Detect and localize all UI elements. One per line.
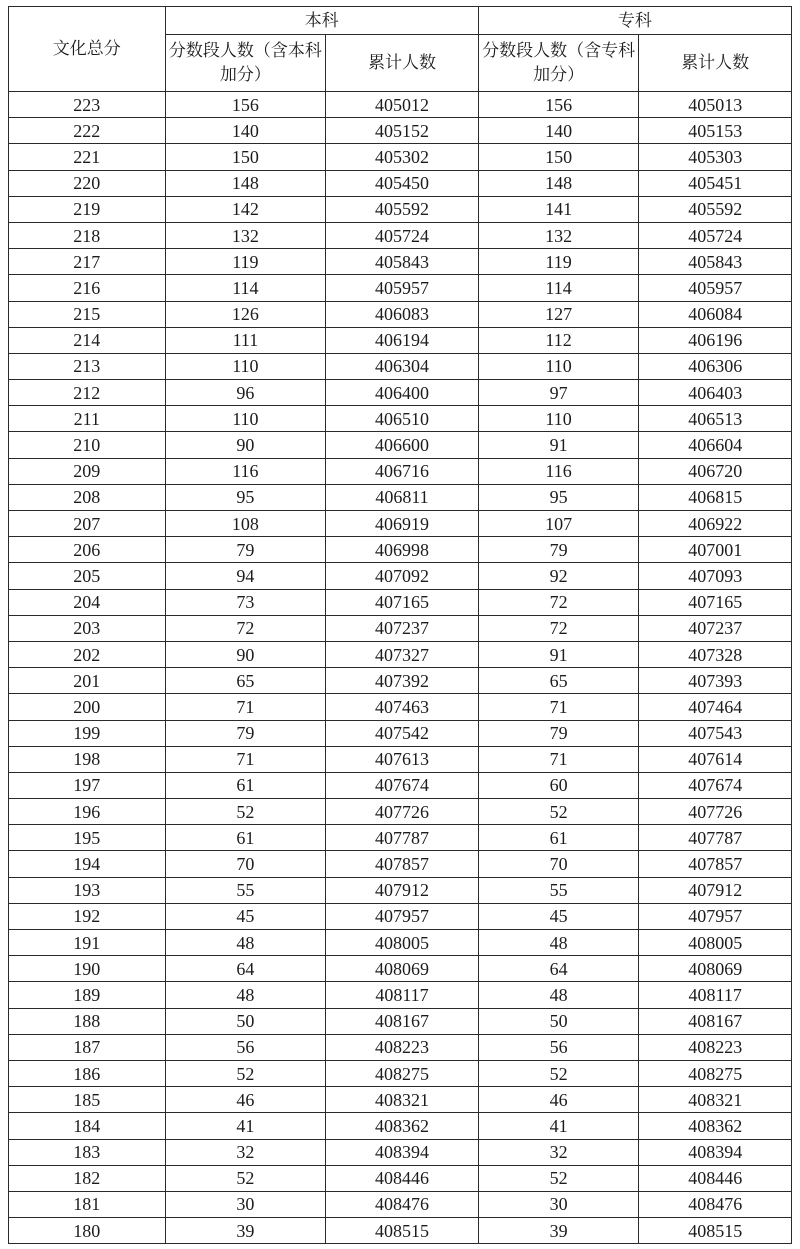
zhuanke-count-cell: 52 [478,1165,639,1191]
zhuanke-cumulative-cell: 407237 [639,615,792,641]
score-cell: 198 [9,746,166,772]
table-row [9,458,792,484]
benke-count-cell: 45 [165,903,326,929]
zhuanke-cumulative-cell: 407614 [639,746,792,772]
score-cell: 191 [9,930,166,956]
benke-cumulative-cell: 405450 [326,170,479,196]
benke-count-cell: 48 [165,982,326,1008]
table-row [9,746,792,772]
table-row [9,1087,792,1113]
benke-cumulative-cell: 407092 [326,563,479,589]
header-zhuanke-cumulative: 累计人数 [639,35,792,92]
score-cell: 184 [9,1113,166,1139]
zhuanke-count-cell: 140 [478,118,639,144]
table-row [9,930,792,956]
zhuanke-count-cell: 141 [478,196,639,222]
zhuanke-count-cell: 70 [478,851,639,877]
benke-cumulative-cell: 406811 [326,484,479,510]
table-row [9,1218,792,1244]
score-cell: 182 [9,1165,166,1191]
table-row [9,563,792,589]
zhuanke-cumulative-cell: 408476 [639,1191,792,1217]
zhuanke-cumulative-cell: 407001 [639,537,792,563]
benke-cumulative-cell: 406600 [326,432,479,458]
score-cell: 186 [9,1060,166,1086]
benke-cumulative-cell: 406194 [326,327,479,353]
benke-cumulative-cell: 408069 [326,956,479,982]
score-cell: 203 [9,615,166,641]
benke-count-cell: 79 [165,720,326,746]
table-row [9,380,792,406]
benke-cumulative-cell: 408275 [326,1060,479,1086]
header-zhuanke-count: 分数段人数（含专科加分） [478,35,639,92]
table-row [9,1113,792,1139]
zhuanke-count-cell: 95 [478,484,639,510]
score-cell: 204 [9,589,166,615]
benke-count-cell: 32 [165,1139,326,1165]
benke-count-cell: 110 [165,353,326,379]
zhuanke-count-cell: 55 [478,877,639,903]
zhuanke-cumulative-cell: 406720 [639,458,792,484]
zhuanke-count-cell: 48 [478,930,639,956]
table-row [9,1191,792,1217]
table-row [9,511,792,537]
table-row [9,196,792,222]
zhuanke-count-cell: 61 [478,825,639,851]
zhuanke-count-cell: 52 [478,799,639,825]
benke-cumulative-cell: 407613 [326,746,479,772]
benke-count-cell: 64 [165,956,326,982]
table-row [9,825,792,851]
benke-count-cell: 41 [165,1113,326,1139]
benke-cumulative-cell: 405012 [326,92,479,118]
score-distribution-table [8,6,792,1244]
table-row [9,275,792,301]
table-row [9,537,792,563]
zhuanke-count-cell: 79 [478,537,639,563]
header-group-zhuanke: 专科 [478,7,791,35]
zhuanke-cumulative-cell: 405303 [639,144,792,170]
benke-count-cell: 150 [165,144,326,170]
zhuanke-cumulative-cell: 407393 [639,668,792,694]
score-cell: 194 [9,851,166,877]
table-row [9,406,792,432]
table-row [9,720,792,746]
benke-count-cell: 90 [165,641,326,667]
zhuanke-count-cell: 119 [478,249,639,275]
benke-count-cell: 65 [165,668,326,694]
benke-count-cell: 48 [165,930,326,956]
table-row [9,170,792,196]
score-cell: 192 [9,903,166,929]
zhuanke-count-cell: 71 [478,746,639,772]
benke-count-cell: 116 [165,458,326,484]
score-cell: 213 [9,353,166,379]
benke-count-cell: 46 [165,1087,326,1113]
score-cell: 214 [9,327,166,353]
benke-count-cell: 52 [165,1060,326,1086]
benke-count-cell: 73 [165,589,326,615]
score-cell: 211 [9,406,166,432]
benke-cumulative-cell: 407463 [326,694,479,720]
zhuanke-cumulative-cell: 408005 [639,930,792,956]
score-cell: 193 [9,877,166,903]
table-row [9,772,792,798]
score-cell: 209 [9,458,166,484]
score-cell: 188 [9,1008,166,1034]
zhuanke-count-cell: 41 [478,1113,639,1139]
benke-count-cell: 114 [165,275,326,301]
benke-cumulative-cell: 408223 [326,1034,479,1060]
zhuanke-cumulative-cell: 407165 [639,589,792,615]
table-row [9,249,792,275]
zhuanke-count-cell: 60 [478,772,639,798]
zhuanke-cumulative-cell: 408069 [639,956,792,982]
zhuanke-count-cell: 92 [478,563,639,589]
zhuanke-count-cell: 30 [478,1191,639,1217]
zhuanke-count-cell: 39 [478,1218,639,1244]
benke-count-cell: 55 [165,877,326,903]
zhuanke-cumulative-cell: 408275 [639,1060,792,1086]
zhuanke-cumulative-cell: 408117 [639,982,792,1008]
score-cell: 195 [9,825,166,851]
zhuanke-count-cell: 148 [478,170,639,196]
score-cell: 212 [9,380,166,406]
benke-cumulative-cell: 405957 [326,275,479,301]
score-cell: 189 [9,982,166,1008]
zhuanke-count-cell: 156 [478,92,639,118]
header-benke-cumulative: 累计人数 [326,35,479,92]
table-row [9,144,792,170]
score-cell: 218 [9,222,166,248]
score-cell: 205 [9,563,166,589]
zhuanke-cumulative-cell: 406084 [639,301,792,327]
benke-count-cell: 79 [165,537,326,563]
benke-cumulative-cell: 408515 [326,1218,479,1244]
benke-count-cell: 110 [165,406,326,432]
score-cell: 187 [9,1034,166,1060]
header-score: 文化总分 [9,7,166,92]
benke-cumulative-cell: 406510 [326,406,479,432]
benke-cumulative-cell: 406400 [326,380,479,406]
benke-cumulative-cell: 408394 [326,1139,479,1165]
zhuanke-count-cell: 52 [478,1060,639,1086]
zhuanke-count-cell: 110 [478,406,639,432]
benke-count-cell: 132 [165,222,326,248]
table-row [9,1165,792,1191]
benke-count-cell: 52 [165,1165,326,1191]
benke-cumulative-cell: 407787 [326,825,479,851]
benke-cumulative-cell: 407674 [326,772,479,798]
zhuanke-cumulative-cell: 406815 [639,484,792,510]
zhuanke-count-cell: 72 [478,589,639,615]
zhuanke-count-cell: 50 [478,1008,639,1034]
benke-cumulative-cell: 406083 [326,301,479,327]
table-row [9,641,792,667]
benke-count-cell: 95 [165,484,326,510]
score-cell: 222 [9,118,166,144]
score-cell: 207 [9,511,166,537]
score-cell: 183 [9,1139,166,1165]
score-cell: 215 [9,301,166,327]
benke-count-cell: 96 [165,380,326,406]
zhuanke-cumulative-cell: 407543 [639,720,792,746]
zhuanke-cumulative-cell: 407328 [639,641,792,667]
table-row [9,903,792,929]
benke-cumulative-cell: 407726 [326,799,479,825]
table-row [9,982,792,1008]
zhuanke-count-cell: 71 [478,694,639,720]
table-row [9,1008,792,1034]
table-row [9,118,792,144]
table-row [9,1139,792,1165]
table-row [9,877,792,903]
table-row [9,484,792,510]
table-row [9,694,792,720]
benke-cumulative-cell: 407912 [326,877,479,903]
benke-count-cell: 126 [165,301,326,327]
benke-cumulative-cell: 408167 [326,1008,479,1034]
benke-cumulative-cell: 407165 [326,589,479,615]
benke-count-cell: 56 [165,1034,326,1060]
zhuanke-count-cell: 79 [478,720,639,746]
zhuanke-cumulative-cell: 408362 [639,1113,792,1139]
zhuanke-cumulative-cell: 407912 [639,877,792,903]
zhuanke-count-cell: 48 [478,982,639,1008]
zhuanke-cumulative-cell: 406922 [639,511,792,537]
zhuanke-cumulative-cell: 405451 [639,170,792,196]
zhuanke-cumulative-cell: 407674 [639,772,792,798]
benke-cumulative-cell: 408446 [326,1165,479,1191]
header-benke-count: 分数段人数（含本科加分） [165,35,326,92]
benke-cumulative-cell: 405302 [326,144,479,170]
zhuanke-count-cell: 112 [478,327,639,353]
zhuanke-count-cell: 64 [478,956,639,982]
benke-count-cell: 39 [165,1218,326,1244]
zhuanke-count-cell: 97 [478,380,639,406]
score-cell: 217 [9,249,166,275]
zhuanke-cumulative-cell: 408515 [639,1218,792,1244]
zhuanke-cumulative-cell: 407857 [639,851,792,877]
benke-cumulative-cell: 407542 [326,720,479,746]
benke-count-cell: 72 [165,615,326,641]
zhuanke-cumulative-cell: 405843 [639,249,792,275]
score-cell: 190 [9,956,166,982]
benke-cumulative-cell: 405724 [326,222,479,248]
zhuanke-cumulative-cell: 407464 [639,694,792,720]
zhuanke-cumulative-cell: 408223 [639,1034,792,1060]
table-row [9,1034,792,1060]
zhuanke-count-cell: 32 [478,1139,639,1165]
benke-count-cell: 50 [165,1008,326,1034]
zhuanke-cumulative-cell: 408167 [639,1008,792,1034]
zhuanke-cumulative-cell: 406306 [639,353,792,379]
zhuanke-cumulative-cell: 405592 [639,196,792,222]
zhuanke-count-cell: 107 [478,511,639,537]
benke-cumulative-cell: 407327 [326,641,479,667]
score-cell: 199 [9,720,166,746]
zhuanke-count-cell: 91 [478,641,639,667]
zhuanke-cumulative-cell: 406196 [639,327,792,353]
benke-cumulative-cell: 407957 [326,903,479,929]
zhuanke-cumulative-cell: 407787 [639,825,792,851]
benke-count-cell: 30 [165,1191,326,1217]
benke-cumulative-cell: 407857 [326,851,479,877]
score-cell: 221 [9,144,166,170]
zhuanke-cumulative-cell: 405013 [639,92,792,118]
benke-cumulative-cell: 405592 [326,196,479,222]
benke-count-cell: 61 [165,825,326,851]
table-row [9,668,792,694]
score-cell: 208 [9,484,166,510]
table-row [9,92,792,118]
table-row [9,301,792,327]
zhuanke-count-cell: 65 [478,668,639,694]
benke-count-cell: 61 [165,772,326,798]
benke-count-cell: 70 [165,851,326,877]
benke-cumulative-cell: 408117 [326,982,479,1008]
zhuanke-cumulative-cell: 407957 [639,903,792,929]
zhuanke-cumulative-cell: 406403 [639,380,792,406]
table-row [9,956,792,982]
benke-count-cell: 52 [165,799,326,825]
zhuanke-count-cell: 127 [478,301,639,327]
zhuanke-count-cell: 46 [478,1087,639,1113]
zhuanke-count-cell: 114 [478,275,639,301]
benke-count-cell: 71 [165,694,326,720]
benke-count-cell: 119 [165,249,326,275]
benke-cumulative-cell: 406716 [326,458,479,484]
table-row [9,222,792,248]
zhuanke-count-cell: 56 [478,1034,639,1060]
zhuanke-cumulative-cell: 408394 [639,1139,792,1165]
table-row [9,589,792,615]
benke-cumulative-cell: 407392 [326,668,479,694]
zhuanke-count-cell: 45 [478,903,639,929]
benke-count-cell: 156 [165,92,326,118]
table-row [9,327,792,353]
table-row [9,353,792,379]
score-cell: 181 [9,1191,166,1217]
zhuanke-count-cell: 150 [478,144,639,170]
score-cell: 200 [9,694,166,720]
table-row [9,799,792,825]
zhuanke-count-cell: 116 [478,458,639,484]
zhuanke-count-cell: 72 [478,615,639,641]
score-cell: 223 [9,92,166,118]
zhuanke-cumulative-cell: 408321 [639,1087,792,1113]
benke-cumulative-cell: 408476 [326,1191,479,1217]
score-cell: 206 [9,537,166,563]
table-row [9,432,792,458]
zhuanke-cumulative-cell: 405153 [639,118,792,144]
score-cell: 197 [9,772,166,798]
benke-count-cell: 148 [165,170,326,196]
benke-count-cell: 71 [165,746,326,772]
benke-count-cell: 111 [165,327,326,353]
score-cell: 216 [9,275,166,301]
benke-cumulative-cell: 406919 [326,511,479,537]
header-group-benke: 本科 [165,7,478,35]
zhuanke-count-cell: 91 [478,432,639,458]
zhuanke-count-cell: 132 [478,222,639,248]
zhuanke-cumulative-cell: 405724 [639,222,792,248]
zhuanke-cumulative-cell: 407093 [639,563,792,589]
table-body [9,92,792,1244]
benke-count-cell: 90 [165,432,326,458]
benke-cumulative-cell: 408362 [326,1113,479,1139]
score-cell: 180 [9,1218,166,1244]
table-row [9,1060,792,1086]
zhuanke-cumulative-cell: 406604 [639,432,792,458]
benke-cumulative-cell: 408005 [326,930,479,956]
benke-cumulative-cell: 408321 [326,1087,479,1113]
benke-cumulative-cell: 405152 [326,118,479,144]
benke-cumulative-cell: 406304 [326,353,479,379]
zhuanke-cumulative-cell: 405957 [639,275,792,301]
benke-count-cell: 142 [165,196,326,222]
score-cell: 219 [9,196,166,222]
table-row [9,615,792,641]
benke-count-cell: 108 [165,511,326,537]
score-cell: 201 [9,668,166,694]
score-cell: 202 [9,641,166,667]
zhuanke-count-cell: 110 [478,353,639,379]
benke-cumulative-cell: 406998 [326,537,479,563]
zhuanke-cumulative-cell: 408446 [639,1165,792,1191]
score-cell: 196 [9,799,166,825]
benke-cumulative-cell: 405843 [326,249,479,275]
benke-count-cell: 94 [165,563,326,589]
score-cell: 210 [9,432,166,458]
score-cell: 185 [9,1087,166,1113]
benke-count-cell: 140 [165,118,326,144]
table-row [9,851,792,877]
zhuanke-cumulative-cell: 407726 [639,799,792,825]
score-cell: 220 [9,170,166,196]
zhuanke-cumulative-cell: 406513 [639,406,792,432]
benke-cumulative-cell: 407237 [326,615,479,641]
